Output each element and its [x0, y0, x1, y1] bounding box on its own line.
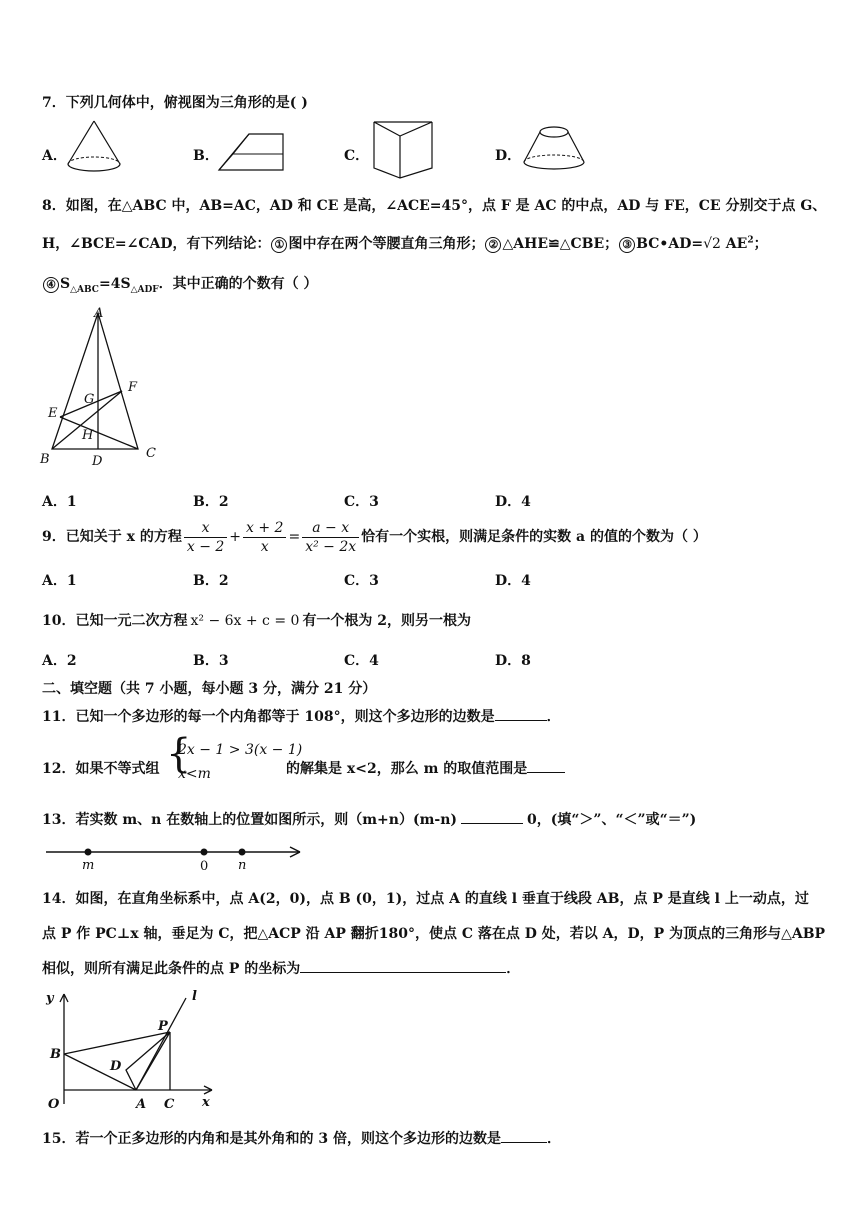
- q8-conclusion-3: BC•AD=: [636, 236, 704, 252]
- q13-answer-blank[interactable]: [461, 809, 523, 824]
- q12-stem-a: 12．如果不等式组: [42, 761, 160, 777]
- q8-marker-2: ②: [485, 237, 501, 253]
- q8-sub-abc: △ABC: [70, 284, 99, 295]
- q11-end: ．: [546, 709, 561, 725]
- q10-stem: [42, 610, 471, 630]
- q9-f1-num: x: [184, 519, 227, 538]
- q8-option-c: C．3: [344, 494, 379, 510]
- q8-label-g: G: [84, 392, 95, 407]
- q15-text: 15．若一个正多边形的内角和是其外角和的 3 倍，则这个多边形的边数是: [42, 1131, 501, 1147]
- q8-s1: S: [60, 276, 71, 292]
- q8-ae: AE: [720, 236, 748, 252]
- q14-answer-blank[interactable]: [300, 958, 506, 973]
- q8-semicolon: ；: [753, 236, 768, 252]
- q8-line3: [42, 273, 318, 295]
- q10-option-d: D．8: [495, 653, 531, 669]
- q8-marker-4: ④: [43, 277, 59, 293]
- q9-fraction-3: [302, 519, 359, 556]
- q9-f2-den: x: [260, 538, 269, 555]
- q9-plus: +: [229, 529, 242, 545]
- q14-label-p: P: [158, 1019, 168, 1034]
- q8-triangle-figure: [36, 305, 166, 471]
- q11-answer-blank[interactable]: [495, 706, 547, 721]
- q9-fraction-2: [243, 519, 286, 556]
- q9-f3-num: a − x: [302, 519, 359, 538]
- q10-stem-a: 10．已知一元二次方程: [42, 613, 188, 629]
- q8-label-h: H: [82, 428, 94, 443]
- q8-s2: =4S: [98, 276, 131, 292]
- cone-figure: [62, 118, 130, 178]
- q8-sqrt2: √2: [703, 236, 721, 252]
- q8-label-f: F: [128, 380, 138, 395]
- q10-option-b: B．3: [193, 653, 229, 669]
- q14-label-x: x: [202, 1095, 210, 1110]
- q9-f3-den: x² − 2x: [305, 538, 357, 555]
- q14-end: ．: [506, 961, 521, 977]
- q9-option-a: A．1: [42, 573, 77, 589]
- q8-label-a: A: [94, 306, 104, 321]
- q12-inequality-system: [166, 731, 303, 786]
- q8-marker-3: ③: [619, 237, 635, 253]
- q9-f1-den: x − 2: [186, 538, 225, 555]
- q12-inequality-1: 2x − 1 > 3(x − 1): [178, 742, 303, 758]
- q14-label-a: A: [136, 1097, 147, 1112]
- q13-stem: [42, 809, 696, 829]
- q7-option-a: A．: [42, 148, 67, 164]
- q13-text-a: 13．若实数 m、n 在数轴上的位置如图所示，则（m+n）(m-n): [42, 812, 457, 828]
- q8-line2: [42, 233, 768, 253]
- q14-label-b: B: [50, 1047, 61, 1062]
- q15-stem: [42, 1128, 561, 1148]
- q8-conclusion-1: 图中存在两个等腰直角三角形；: [288, 236, 485, 252]
- q13-label-zero: 0: [200, 859, 209, 872]
- q12-brace: {: [166, 731, 192, 777]
- q9-option-d: D．4: [495, 573, 531, 589]
- q12-stem-b: [286, 758, 565, 778]
- q10-equation: x² − 6x + c = 0: [190, 613, 300, 629]
- q14-label-o: O: [48, 1097, 60, 1112]
- q8-marker-1: ①: [271, 237, 287, 253]
- q7-stem: 7．下列几何体中，俯视图为三角形的是( ): [42, 95, 308, 111]
- q14-line3: [42, 958, 520, 978]
- q11-text: 11．已知一个多边形的每一个内角都等于 108°，则这个多边形的边数是: [42, 709, 495, 725]
- q9-f2-num: x + 2: [243, 519, 286, 538]
- q8-line2-text-a: H，∠BCE=∠CAD，有下列结论：: [42, 236, 271, 252]
- q15-answer-blank[interactable]: [501, 1128, 547, 1143]
- q8-option-a: A．1: [42, 494, 77, 510]
- q13-label-m: m: [82, 858, 95, 872]
- triangular-prism-lying-figure: [213, 126, 293, 174]
- q14-label-c: C: [164, 1097, 175, 1112]
- q8-label-d: D: [92, 454, 103, 469]
- q7-option-b: B．: [193, 148, 219, 164]
- q7-option-d: D．: [495, 148, 522, 164]
- q13-number-line: [44, 840, 310, 872]
- q11-stem: [42, 706, 561, 726]
- q8-label-e: E: [48, 406, 58, 421]
- q9-option-b: B．2: [193, 573, 229, 589]
- q8-label-b: B: [40, 452, 50, 467]
- q10-option-a: A．2: [42, 653, 77, 669]
- frustum-figure: [520, 122, 590, 174]
- q9-eq: =: [288, 529, 301, 545]
- q9-stem: [42, 518, 707, 556]
- q8-sub-adf: △ADF: [130, 284, 159, 295]
- q8-option-d: D．4: [495, 494, 531, 510]
- q9-stem-a: 9．已知关于 x 的方程: [42, 529, 182, 545]
- q8-line1: 8．如图，在△ABC 中，AB=AC，AD 和 CE 是高，∠ACE=45°，点 F 是 AC 的中点，AD 与 FE，CE 分别交于点 G、: [42, 198, 827, 214]
- q8-option-b: B．2: [193, 494, 229, 510]
- q8-question: ．其中正确的个数有（ ）: [158, 276, 318, 292]
- q14-text: 相似，则所有满足此条件的点 P 的坐标为: [42, 961, 301, 977]
- q8-conclusion-2: △AHE≌△CBE；: [502, 236, 619, 252]
- q10-stem-b: 有一个根为 2，则另一根为: [302, 613, 472, 629]
- q14-coordinate-figure: [40, 988, 220, 1114]
- q9-stem-b: 恰有一个实根，则满足条件的实数 a 的值的个数为（ ）: [361, 529, 707, 545]
- q14-label-d: D: [110, 1059, 122, 1074]
- q13-label-n: n: [238, 858, 247, 872]
- q7-option-c: C．: [344, 148, 370, 164]
- q14-line2: 点 P 作 PC⊥x 轴，垂足为 C，把△ACP 沿 AP 翻折180°，使点 C 落在点 D 处，若以 A，D，P 为顶点的三角形与△ABP: [42, 926, 826, 942]
- q12-answer-blank[interactable]: [527, 758, 565, 773]
- q14-label-y: y: [46, 991, 54, 1006]
- q9-option-c: C．3: [344, 573, 379, 589]
- q13-text-b: 0，(填“＞”、“＜”或“＝”): [527, 812, 697, 828]
- q12-inequality-2: x<m: [178, 766, 211, 782]
- section-heading: 二、填空题（共 7 小题，每小题 3 分，满分 21 分）: [42, 681, 377, 697]
- q8-sup2: 2: [747, 235, 754, 246]
- q9-fraction-1: [184, 519, 227, 556]
- q14-line1: 14．如图，在直角坐标系中，点 A(2，0)，点 B (0，1)，过点 A 的直线 l 垂直于线段 AB，点 P 是直线 l 上一动点，过: [42, 891, 809, 907]
- q14-label-l: l: [192, 989, 197, 1004]
- q8-label-c: C: [146, 446, 156, 461]
- q10-option-c: C．4: [344, 653, 379, 669]
- q15-end: ．: [546, 1131, 561, 1147]
- triangular-prism-upright-figure: [368, 116, 440, 180]
- q12-text-b: 的解集是 x<2，那么 m 的取值范围是: [286, 761, 528, 777]
